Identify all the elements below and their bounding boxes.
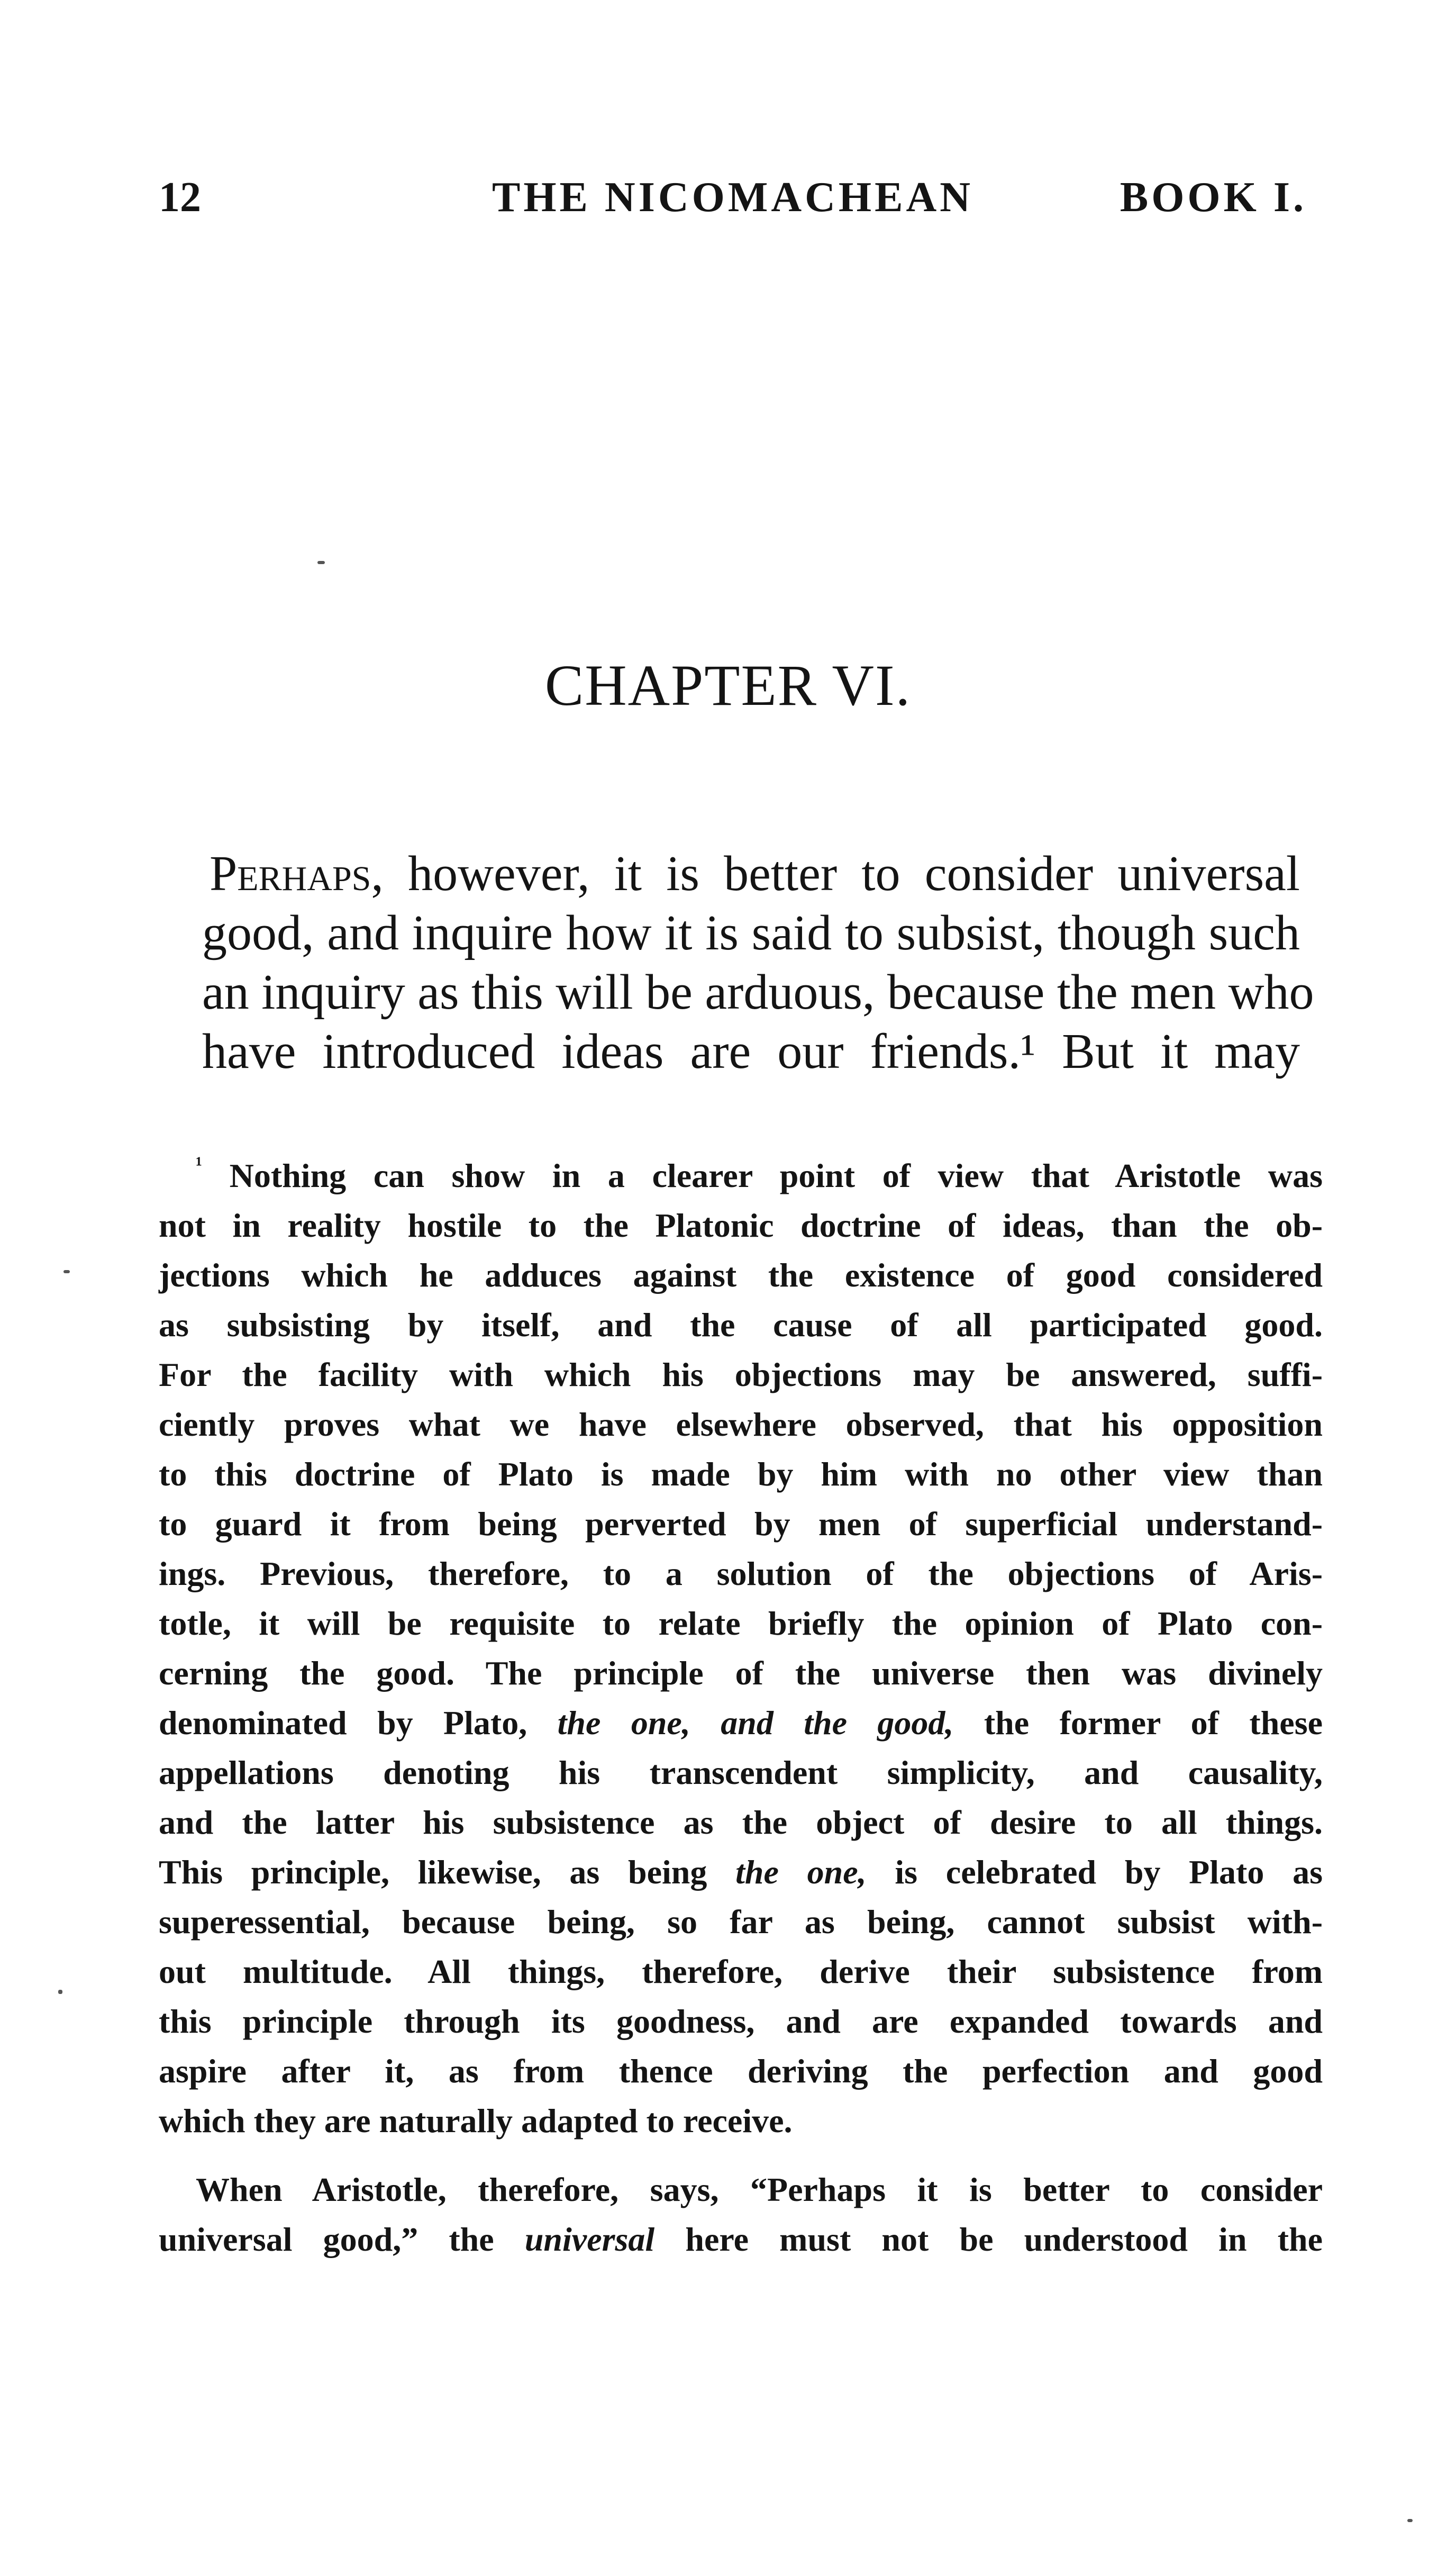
footnote-line: jections which he adduces against the existence of good considered [159, 1256, 1323, 1294]
italic-phrase: the one, [735, 1853, 867, 1891]
footnote-line: aspire after it, as from thence deriving the perfection and good [159, 2052, 1323, 2090]
scan-speck [1407, 2519, 1413, 2522]
footnote-line: cerning the good. The principle of the universe then was divinely [159, 1654, 1323, 1692]
footnote-line: denominated by Plato, the one, and the good, the former of these [159, 1704, 1323, 1742]
footnote-line: which they are naturally adapted to receive. [159, 2102, 793, 2140]
footnote-line: totle, it will be requisite to relate briefly the opinion of Plato con- [159, 1605, 1323, 1642]
footnote-line: For the facility with which his objections may be answered, suffi- [159, 1356, 1323, 1393]
chapter-heading: CHAPTER VI. [544, 653, 912, 718]
footnote-line: $^{^1}$ Nothing can show in a clearer point of view that Aristotle was [196, 1152, 1323, 1194]
footnote-line: not in reality hostile to the Platonic doctrine of ideas, than the ob- [159, 1207, 1323, 1244]
footnote-line: When Aristotle, therefore, says, “Perhaps it is better to consider [196, 2171, 1323, 2208]
scan-speck [58, 1990, 62, 1994]
main-paragraph [202, 844, 1314, 1081]
paragraph-gap [159, 2146, 1323, 2165]
footnote [159, 1151, 1323, 2264]
text-line: have introduced ideas are our friends.¹ But it may [202, 1024, 1300, 1079]
text-line: good, and inquire how it is said to subsist, though such [202, 905, 1300, 960]
page-number: 12 [159, 174, 201, 221]
footnote-line: ings. Previous, therefore, to a solution of the objections of Aris- [159, 1555, 1323, 1592]
footnote-line: This principle, likewise, as being the one, is celebrated by Plato as [159, 1853, 1323, 1891]
book-label: BOOK I. [1120, 174, 1307, 221]
footnote-line: superessential, because being, so far as being, cannot subsist with- [159, 1903, 1323, 1941]
scan-speck [317, 561, 325, 564]
footnote-line: as subsisting by itself, and the cause of all participated good. [159, 1306, 1323, 1344]
footnote-line: appellations denoting his transcendent simplicity, and causality, [159, 1754, 1323, 1791]
footnote-line: out multitude. All things, therefore, derive their subsistence from [159, 1953, 1323, 1990]
footnote-line: ciently proves what we have elsewhere observed, that his opposition [159, 1406, 1323, 1443]
running-title: THE NICOMACHEAN [492, 174, 974, 221]
italic-phrase: the one, and the good, [557, 1704, 954, 1742]
italic-phrase: universal [524, 2220, 655, 2258]
footnote-line: to this doctrine of Plato is made by him with no other view than [159, 1455, 1323, 1493]
footnote-marker: ¹ [196, 1152, 202, 1176]
footnote-line: this principle through its goodness, and are expanded towards and [159, 2002, 1323, 2040]
running-header [159, 168, 1307, 226]
footnote-line: universal good,” the universal here must not be understood in the [159, 2220, 1323, 2258]
footnote-line: to guard it from being perverted by men of superficial understand- [159, 1505, 1323, 1543]
opening-word: Perhaps, [210, 846, 384, 901]
scan-speck [63, 1270, 70, 1273]
text-line: an inquiry as this will be arduous, because the men who [202, 965, 1314, 1020]
footnote-line: and the latter his subsistence as the object of desire to all things. [159, 1803, 1323, 1841]
text-line: Perhaps, however, it is better to consider universal [210, 846, 1300, 901]
